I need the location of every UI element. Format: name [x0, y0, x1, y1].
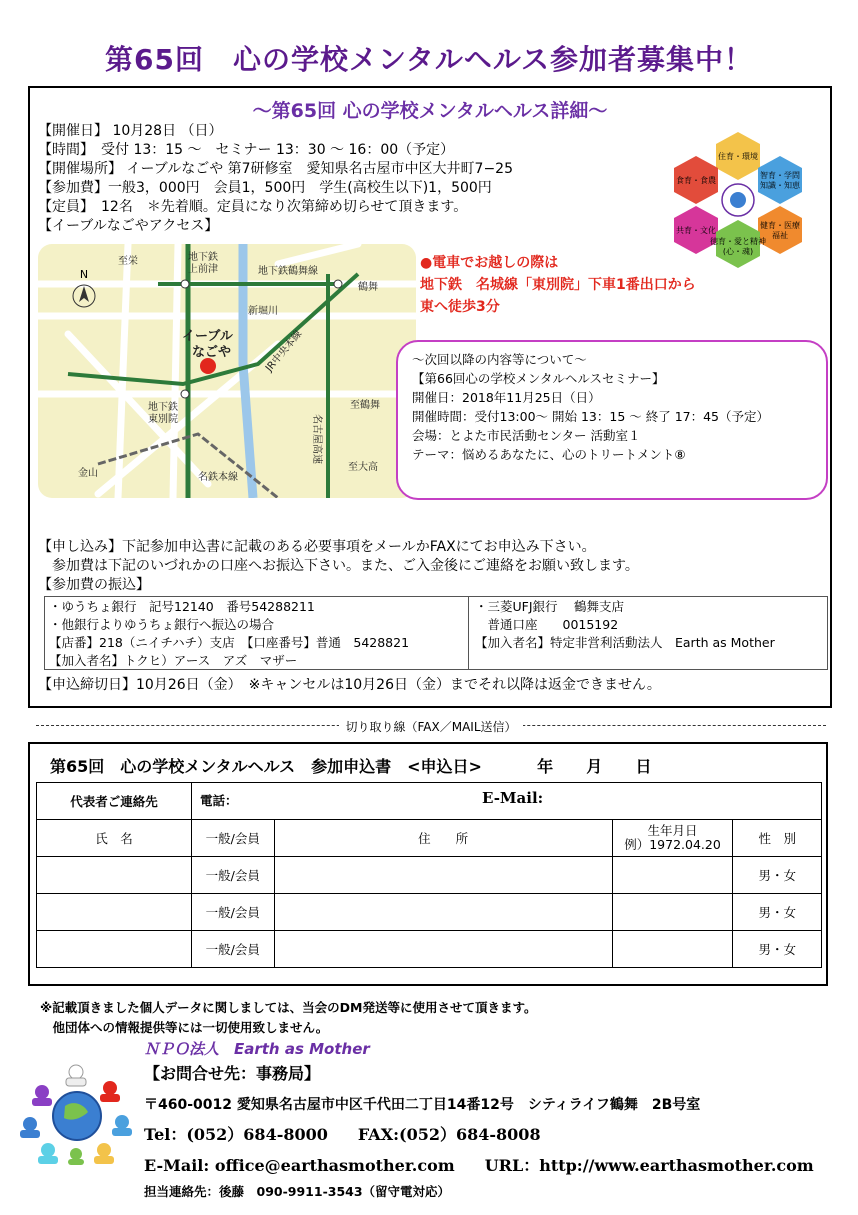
privacy-note: 他団体への情報提供等には一切使用致しません。 [40, 1020, 329, 1035]
hex-label-spirit: 徳育・愛と精神 [710, 237, 766, 246]
map-label-shinhorikawa: 新堀川 [248, 306, 278, 317]
event-fee: 【参加費】一般3，000円 会員1，500円 学生(高校生以下)1，500円 [38, 180, 492, 196]
hex-label-soul: (心・魂) [722, 247, 754, 256]
train-info-line: ●電車でお越しの際は [420, 255, 559, 271]
train-access-info [420, 252, 696, 318]
bank-line: 【加入者名】トクヒ）アース アズ マザー [49, 653, 298, 668]
contact-heading: 【お問合せ先：事務局】 [144, 1064, 321, 1083]
type-field[interactable]: 一般/会員 [191, 857, 274, 894]
hex-center-globe [730, 192, 746, 208]
map-label-tsurumai: 鶴舞 [358, 282, 378, 293]
hex-learning [758, 156, 802, 204]
table-row [37, 931, 822, 968]
map-label-venue1: イーブル [182, 329, 233, 344]
contact-person: 担当連絡先：後藤 090-9911-3543（留守電対応） [144, 1184, 451, 1199]
map-label-subway1: 地下鉄 [188, 252, 218, 263]
cut-line-label: 切り取り線（FAX／MAIL送信） [339, 720, 522, 734]
office-address: 〒460-0012 愛知県名古屋市中区千代田二丁目14番12号 シティライフ鶴舞 2B号室 [144, 1097, 701, 1113]
application-form [28, 742, 828, 986]
next-session-box [396, 340, 828, 500]
train-info-line: 東へ徒歩3分 [420, 299, 500, 315]
type-field[interactable]: 一般/会員 [191, 894, 274, 931]
mail-url [144, 1153, 814, 1176]
map-label-kanayama: 金山 [78, 468, 98, 479]
rep-contact-row [37, 783, 822, 820]
north-label: N [79, 268, 89, 281]
address-header: 住 所 [274, 820, 612, 857]
bank-line: 【店番】218（ニイチハチ）支店 【口座番号】普通 5428821 [49, 635, 410, 650]
event-date: 【開催日】 10月28日 （日） [38, 123, 223, 139]
map-label-tsurumai-line: 地下鉄鶴舞線 [258, 266, 318, 277]
sex-field[interactable]: 男・女 [733, 894, 822, 931]
application-method: 【申し込み】下記参加申込書に記載のある必要事項をメールかFAXにてお申込み下さい。 [38, 539, 596, 555]
event-info [38, 122, 658, 236]
privacy-note: ※記載頂きました個人データに関しましては、当会のDM発送等に使用させて頂きます。 [40, 1000, 537, 1015]
office-fax: FAX:(052）684-8008 [357, 1125, 541, 1144]
access-map [38, 244, 416, 498]
education-hexagon-graphic [652, 128, 824, 268]
hex-label-knowledge: 知識・知恵 [760, 181, 800, 190]
bank-line: ・他銀行よりゆうちょ銀行へ振込の場合 [49, 617, 275, 632]
type-header: 一般/会員 [191, 820, 274, 857]
sex-field[interactable]: 男・女 [733, 931, 822, 968]
map-label-kamimaezu: 上前津 [188, 264, 218, 275]
office-email[interactable]: E-Mail: office@earthasmother.com [144, 1156, 455, 1175]
address-field[interactable] [274, 857, 612, 894]
bank-mufg [471, 597, 827, 669]
tel-label: 電話： [199, 793, 238, 808]
next-session-date: 開催日：2018年11月25日（日） [412, 390, 601, 405]
address-field[interactable] [274, 931, 612, 968]
birth-header [612, 820, 733, 857]
name-field[interactable] [37, 894, 192, 931]
map-label-expressway: 名古屋高速 [311, 414, 322, 464]
north-arrow [73, 268, 95, 307]
cut-line [36, 716, 826, 736]
map-label-higashibetsuin: 東別院 [148, 414, 178, 425]
birth-field[interactable] [612, 894, 733, 931]
map-label-to-tsurumai: 至鶴舞 [350, 400, 380, 411]
hex-label-health: 健育・医療 [760, 221, 800, 230]
birth-field[interactable] [612, 857, 733, 894]
table-row [37, 894, 822, 931]
event-venue: 【開催場所】 イーブルなごや 第7研修室 愛知県名古屋市中区大井町7−25 [38, 161, 513, 177]
name-header: 氏 名 [37, 820, 192, 857]
form-title-text: 第65回 心の学校メンタルヘルス 参加申込書 <申込日> [50, 757, 482, 776]
birth-example: 例）1972.04.20 [624, 837, 721, 852]
map-label-sakae: 至栄 [118, 256, 138, 267]
hex-health [758, 206, 802, 254]
office-tel: Tel：(052）684-8000 [144, 1125, 328, 1144]
payment-instruction: 参加費は下記のいづれかの口座へお振込下さい。また、ご入金後にご連絡をお願い致します。 [38, 558, 639, 574]
application-info [38, 538, 639, 595]
form-title [50, 754, 651, 777]
next-session-theme: テーマ：悩めるあなたに、心のトリートメント⑧ [412, 447, 686, 462]
office-url[interactable]: URL：http://www.earthasmother.com [484, 1156, 814, 1175]
hex-label-food: 食育・食農 [676, 176, 716, 185]
sex-field[interactable]: 男・女 [733, 857, 822, 894]
map-label-to-odaka: 至大高 [348, 462, 378, 473]
name-field[interactable] [37, 857, 192, 894]
hex-label-housing: 住育・環境 [718, 152, 758, 161]
bank-account-table [44, 596, 828, 670]
bank-line: 【加入者名】特定非営利活動法人 Earth as Mother [475, 635, 775, 650]
sex-header: 性 別 [733, 820, 822, 857]
header-row [37, 820, 822, 857]
event-time: 【時間】 受付 13：15 ～ セミナー 13：30 ～ 16：00（予定） [38, 142, 455, 158]
email-label: E-Mail: [481, 789, 544, 807]
name-field[interactable] [37, 931, 192, 968]
entry-table [36, 782, 822, 968]
form-month-label: 月 [586, 757, 603, 776]
map-label-subway2: 地下鉄 [148, 402, 178, 413]
hex-label-culture: 共育・文化 [676, 226, 716, 235]
train-info-line: 地下鉄 名城線「東別院」下車1番出口から [420, 277, 696, 293]
npo-name: ＮＰＯ法人 Earth as Mother [144, 1040, 370, 1058]
bank-line: 普通口座 0015192 [475, 617, 619, 632]
contact-info [144, 1038, 814, 1200]
map-label-jr: JR中央本線 [263, 328, 305, 374]
access-heading: 【イーブルなごやアクセス】 [38, 218, 219, 234]
bank-line: ・三菱UFJ銀行 鶴舞支店 [475, 599, 624, 614]
hex-label-learning: 智育・学問 [760, 171, 800, 180]
rep-contact-field[interactable] [191, 783, 821, 820]
tel-fax [144, 1122, 814, 1145]
address-field[interactable] [274, 894, 612, 931]
rep-contact-label: 代表者ご連絡先 [37, 783, 192, 820]
deadline-notice: 【申込締切日】10月26日（金） ※キャンセルは10月26日（金）までそれ以降は返金できません。 [38, 677, 661, 693]
birth-field[interactable] [612, 931, 733, 968]
bank-yucho [45, 597, 469, 669]
form-year-label: 年 [537, 757, 554, 776]
hex-label-welfare: 福祉 [772, 231, 788, 240]
event-capacity: 【定員】 12名 ＊先着順。定員になり次第締め切らせて頂きます。 [38, 199, 468, 215]
map-label-meitetsu: 名鉄本線 [198, 472, 238, 483]
detail-section [28, 86, 832, 708]
privacy-notes [40, 998, 536, 1038]
next-session-title: 【第66回心の学校メンタルヘルスセミナー】 [412, 371, 665, 386]
next-session-time: 開催時間：受付13:00～ 開始 13：15 ～ 終了 17：45（予定） [412, 409, 770, 424]
table-row [37, 857, 822, 894]
form-day-label: 日 [635, 757, 652, 776]
birth-header-label: 生年月日 [647, 823, 698, 838]
page-title: 第65回 心の学校メンタルヘルス参加者募集中！ [104, 43, 753, 76]
venue-marker [200, 358, 216, 374]
next-session-heading: ～次回以降の内容等について～ [412, 352, 587, 367]
type-field[interactable]: 一般/会員 [191, 931, 274, 968]
earth-as-mother-logo [18, 1062, 136, 1166]
payment-heading: 【参加費の振込】 [38, 577, 150, 593]
detail-heading: ～第65回 心の学校メンタルヘルス詳細～ [252, 100, 608, 122]
map-label-venue2: なごや [192, 345, 232, 360]
next-session-venue: 会場：とよた市民活動センター 活動室１ [412, 428, 641, 443]
access-map-drawing [38, 244, 416, 498]
bank-line: ・ゆうちょ銀行 記号12140 番号54288211 [49, 599, 315, 614]
